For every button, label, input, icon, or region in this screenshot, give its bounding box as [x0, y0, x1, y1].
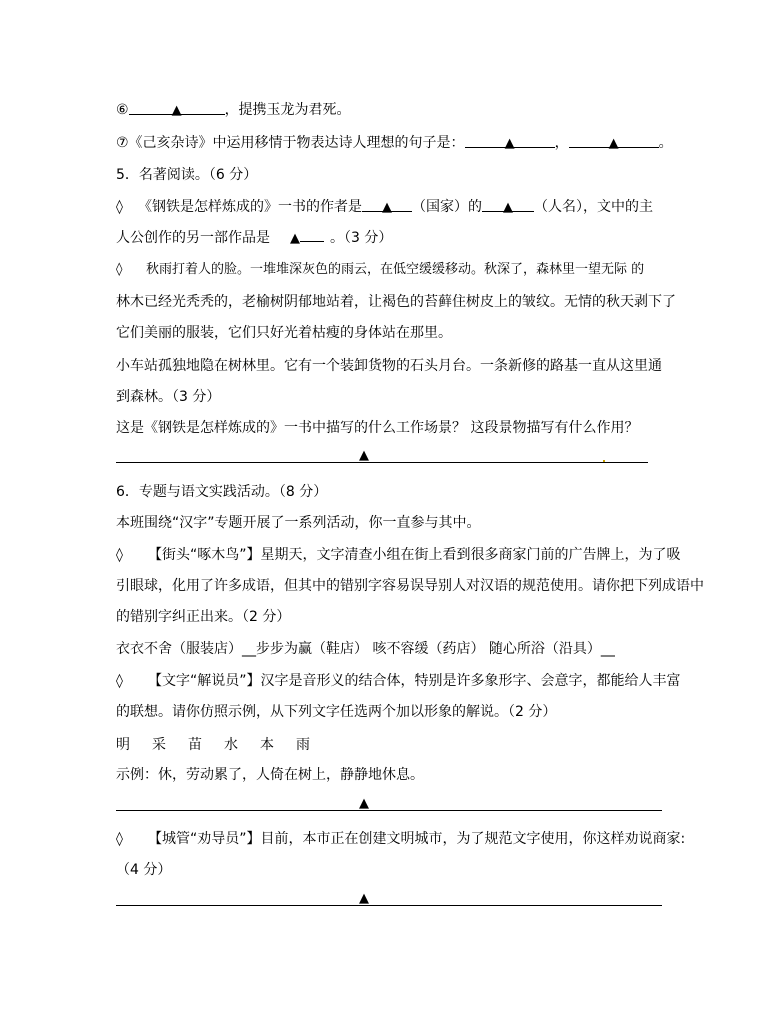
blank-triangle-icon: ▲	[503, 200, 513, 215]
q5-sub2-line3: 它们美丽的服装，它们只好光着枯瘦的身体站在那里。	[116, 325, 452, 341]
fill-blank[interactable]	[569, 133, 659, 151]
separator: ，	[554, 135, 569, 151]
fill-blank-country[interactable]	[362, 197, 412, 215]
q6-title: 6．专题与语文实践活动。（8 分）	[116, 484, 328, 500]
answer-line[interactable]	[116, 905, 662, 906]
char-item: 雨	[296, 737, 310, 753]
blank-triangle-icon: ▲	[171, 103, 182, 118]
q5-sub1-score: 。（3 分）	[330, 230, 393, 246]
char-item: 水	[224, 737, 238, 753]
bullet-icon: ◊	[116, 262, 123, 277]
q6-sub2-text: 【文字“解说员”】汉字是音形义的结合体，特别是许多象形字、会意字，都能给人丰富	[148, 673, 681, 689]
q6-sub1-line1	[116, 545, 681, 565]
q6-sub1-line2: 引眼球，化用了许多成语，但其中的错别字容易误导别人对汉语的规范使用。请你把下列成语中	[116, 578, 704, 594]
bullet-icon: ◊	[116, 199, 123, 215]
char-item: 明	[116, 737, 130, 753]
q6-sub1-line4: 衣衣不舍（服装店）__步步为赢（鞋店） 咳不容缓（药店） 随心所浴（沿具）__	[116, 641, 615, 657]
period: 。	[658, 135, 673, 151]
q5-sub1-line2	[116, 228, 392, 248]
q5-sub1-line1	[116, 197, 653, 217]
blank-triangle-icon: ▲	[608, 136, 619, 151]
answer-triangle-icon: ▲	[359, 796, 369, 811]
char-item: 苗	[188, 737, 202, 753]
speck-mark	[603, 460, 605, 462]
q6-sub1-text: 【街头“啄木鸟”】星期天，文字清查小组在街上看到很多商家门前的广告牌上，为了吸	[148, 547, 681, 563]
char-list	[116, 735, 332, 755]
fill-blank-work[interactable]	[284, 228, 330, 246]
fill-blank[interactable]	[129, 100, 225, 118]
item7-text: ⑦《己亥杂诗》中运用移情于物表达诗人理想的句子是：	[116, 135, 465, 151]
char-item: 采	[152, 737, 166, 753]
blank-triangle-icon: ▲	[290, 231, 300, 246]
q6-intro: 本班围绕“汉字”专题开展了一系列活动，你一直参与其中。	[116, 515, 481, 531]
passage-text: 秋雨打着人的脸。一堆堆深灰色的雨云，在低空缓缓移动。秋深了，森林里一望无际 的	[146, 262, 645, 277]
blank-triangle-icon: ▲	[382, 200, 392, 215]
item6-text: ，提携玉龙为君死。	[224, 102, 351, 118]
q5-sub2-question: 这是《钢铁是怎样炼成的》一书中描写的什么工作场景？ 这段景物描写有什么作用？	[116, 420, 639, 436]
fill-blank[interactable]	[465, 133, 555, 151]
q6-sub3-line1	[116, 829, 685, 849]
q5-title: 5．名著阅读。（6 分）	[116, 167, 258, 183]
q5-sub2-line2: 林木已经光秃秃的，老榆树阴郁地站着，让褐色的苔藓住树皮上的皱纹。无情的秋天剥下了	[116, 294, 676, 310]
bullet-icon: ◊	[116, 831, 123, 847]
q5-sub1-line2-text: 人公创作的另一部作品是	[116, 230, 270, 246]
q6-example: 示例：休，劳动累了，人倚在树上，静静地休息。	[116, 767, 424, 783]
q5-sub2-line5: 到森林。（3 分）	[116, 389, 221, 405]
q5-sub1-text-a: 《钢铁是怎样炼成的》一书的作者是	[138, 199, 362, 215]
q6-sub3-text: 【城管“劝导员”】目前，本市正在创建文明城市，为了规范文字使用，你这样劝说商家:	[148, 831, 686, 847]
q5-sub1-text-b: （国家）的	[412, 199, 482, 215]
answer-line[interactable]	[116, 462, 648, 463]
answer-triangle-icon: ▲	[359, 448, 369, 463]
q4-item7	[116, 133, 673, 153]
answer-triangle-icon: ▲	[359, 891, 369, 906]
q6-sub3-line2: （4 分）	[116, 862, 172, 878]
fill-blank-person[interactable]	[482, 197, 534, 215]
q4-item6	[116, 100, 351, 120]
answer-line[interactable]	[116, 810, 662, 811]
q5-sub1-text-c: （人名），文中的主	[534, 199, 653, 215]
q6-sub1-line3: 的错别字纠正出来。（2 分）	[116, 609, 291, 625]
item-marker: ⑥	[116, 102, 129, 118]
q5-sub2-line1	[116, 260, 644, 280]
char-item: 本	[260, 737, 274, 753]
q6-sub2-line1	[116, 671, 681, 691]
q5-sub2-line4: 小车站孤独地隐在树林里。它有一个装卸货物的石头月台。一条新修的路基一直从这里通	[116, 358, 662, 374]
bullet-icon: ◊	[116, 673, 123, 689]
bullet-icon: ◊	[116, 547, 123, 563]
q6-sub2-line2: 的联想。请你仿照示例，从下列文字任选两个加以形象的解说。（2 分）	[116, 704, 557, 720]
blank-triangle-icon: ▲	[504, 136, 515, 151]
